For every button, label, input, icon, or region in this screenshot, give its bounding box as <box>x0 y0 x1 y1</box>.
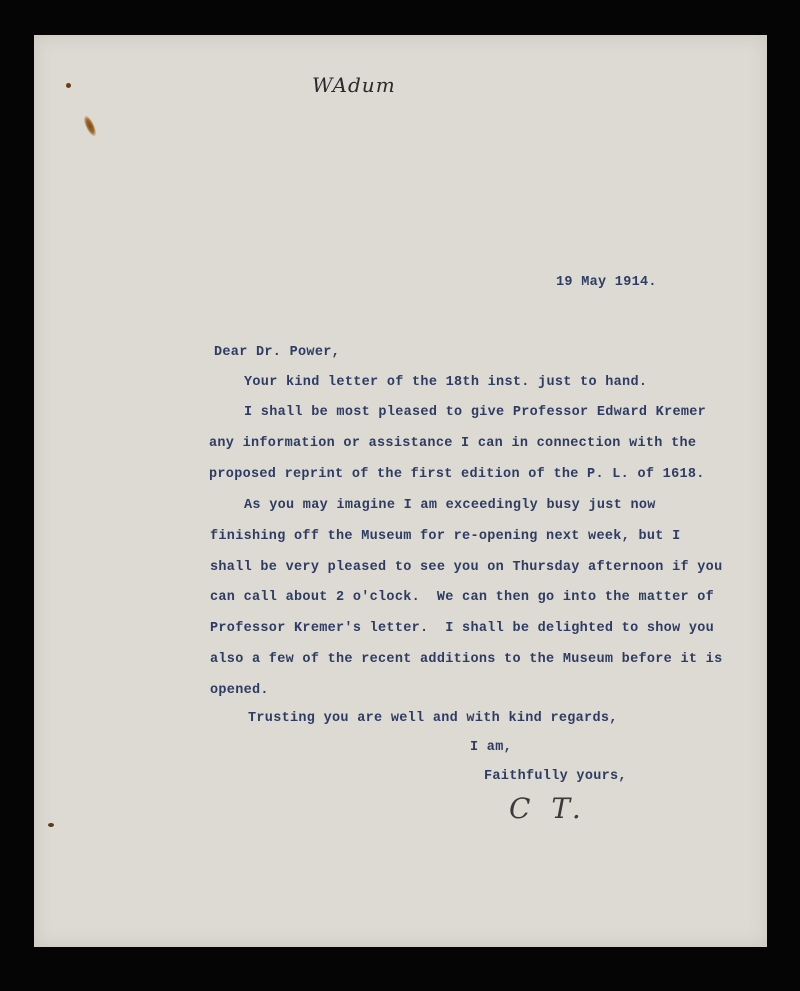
closing-line: I am, <box>470 740 513 755</box>
paper-stain <box>66 83 71 88</box>
letter-page <box>34 35 767 947</box>
body-line: Professor Kremer's letter. I shall be delighted to show you <box>210 621 715 636</box>
body-line: finishing off the Museum for re-opening next week, but I <box>210 529 681 544</box>
handwritten-signature: C T. <box>509 792 587 825</box>
paper-stain <box>48 823 54 827</box>
body-line: proposed reprint of the first edition of the P. L. of 1618. <box>209 467 705 482</box>
body-line: Your kind letter of the 18th inst. just to hand. <box>244 375 648 390</box>
body-line: also a few of the recent additions to the Museum before it is <box>210 652 723 667</box>
salutation: Dear Dr. Power, <box>214 345 341 360</box>
body-line: Trusting you are well and with kind regards, <box>248 711 618 726</box>
body-line: As you may imagine I am exceedingly busy just now <box>244 498 656 513</box>
body-line: shall be very pleased to see you on Thursday afternoon if you <box>210 560 723 575</box>
body-line: can call about 2 o'clock. We can then go into the matter of <box>210 590 715 605</box>
closing-line: Faithfully yours, <box>484 769 627 784</box>
body-line: I shall be most pleased to give Professor Edward Kremer <box>244 405 707 420</box>
body-line: opened. <box>210 683 269 698</box>
rust-stain <box>82 114 99 137</box>
handwritten-annotation: WAdum <box>312 73 396 97</box>
letter-date: 19 May 1914. <box>556 275 657 290</box>
body-line: any information or assistance I can in connection with the <box>209 436 697 451</box>
